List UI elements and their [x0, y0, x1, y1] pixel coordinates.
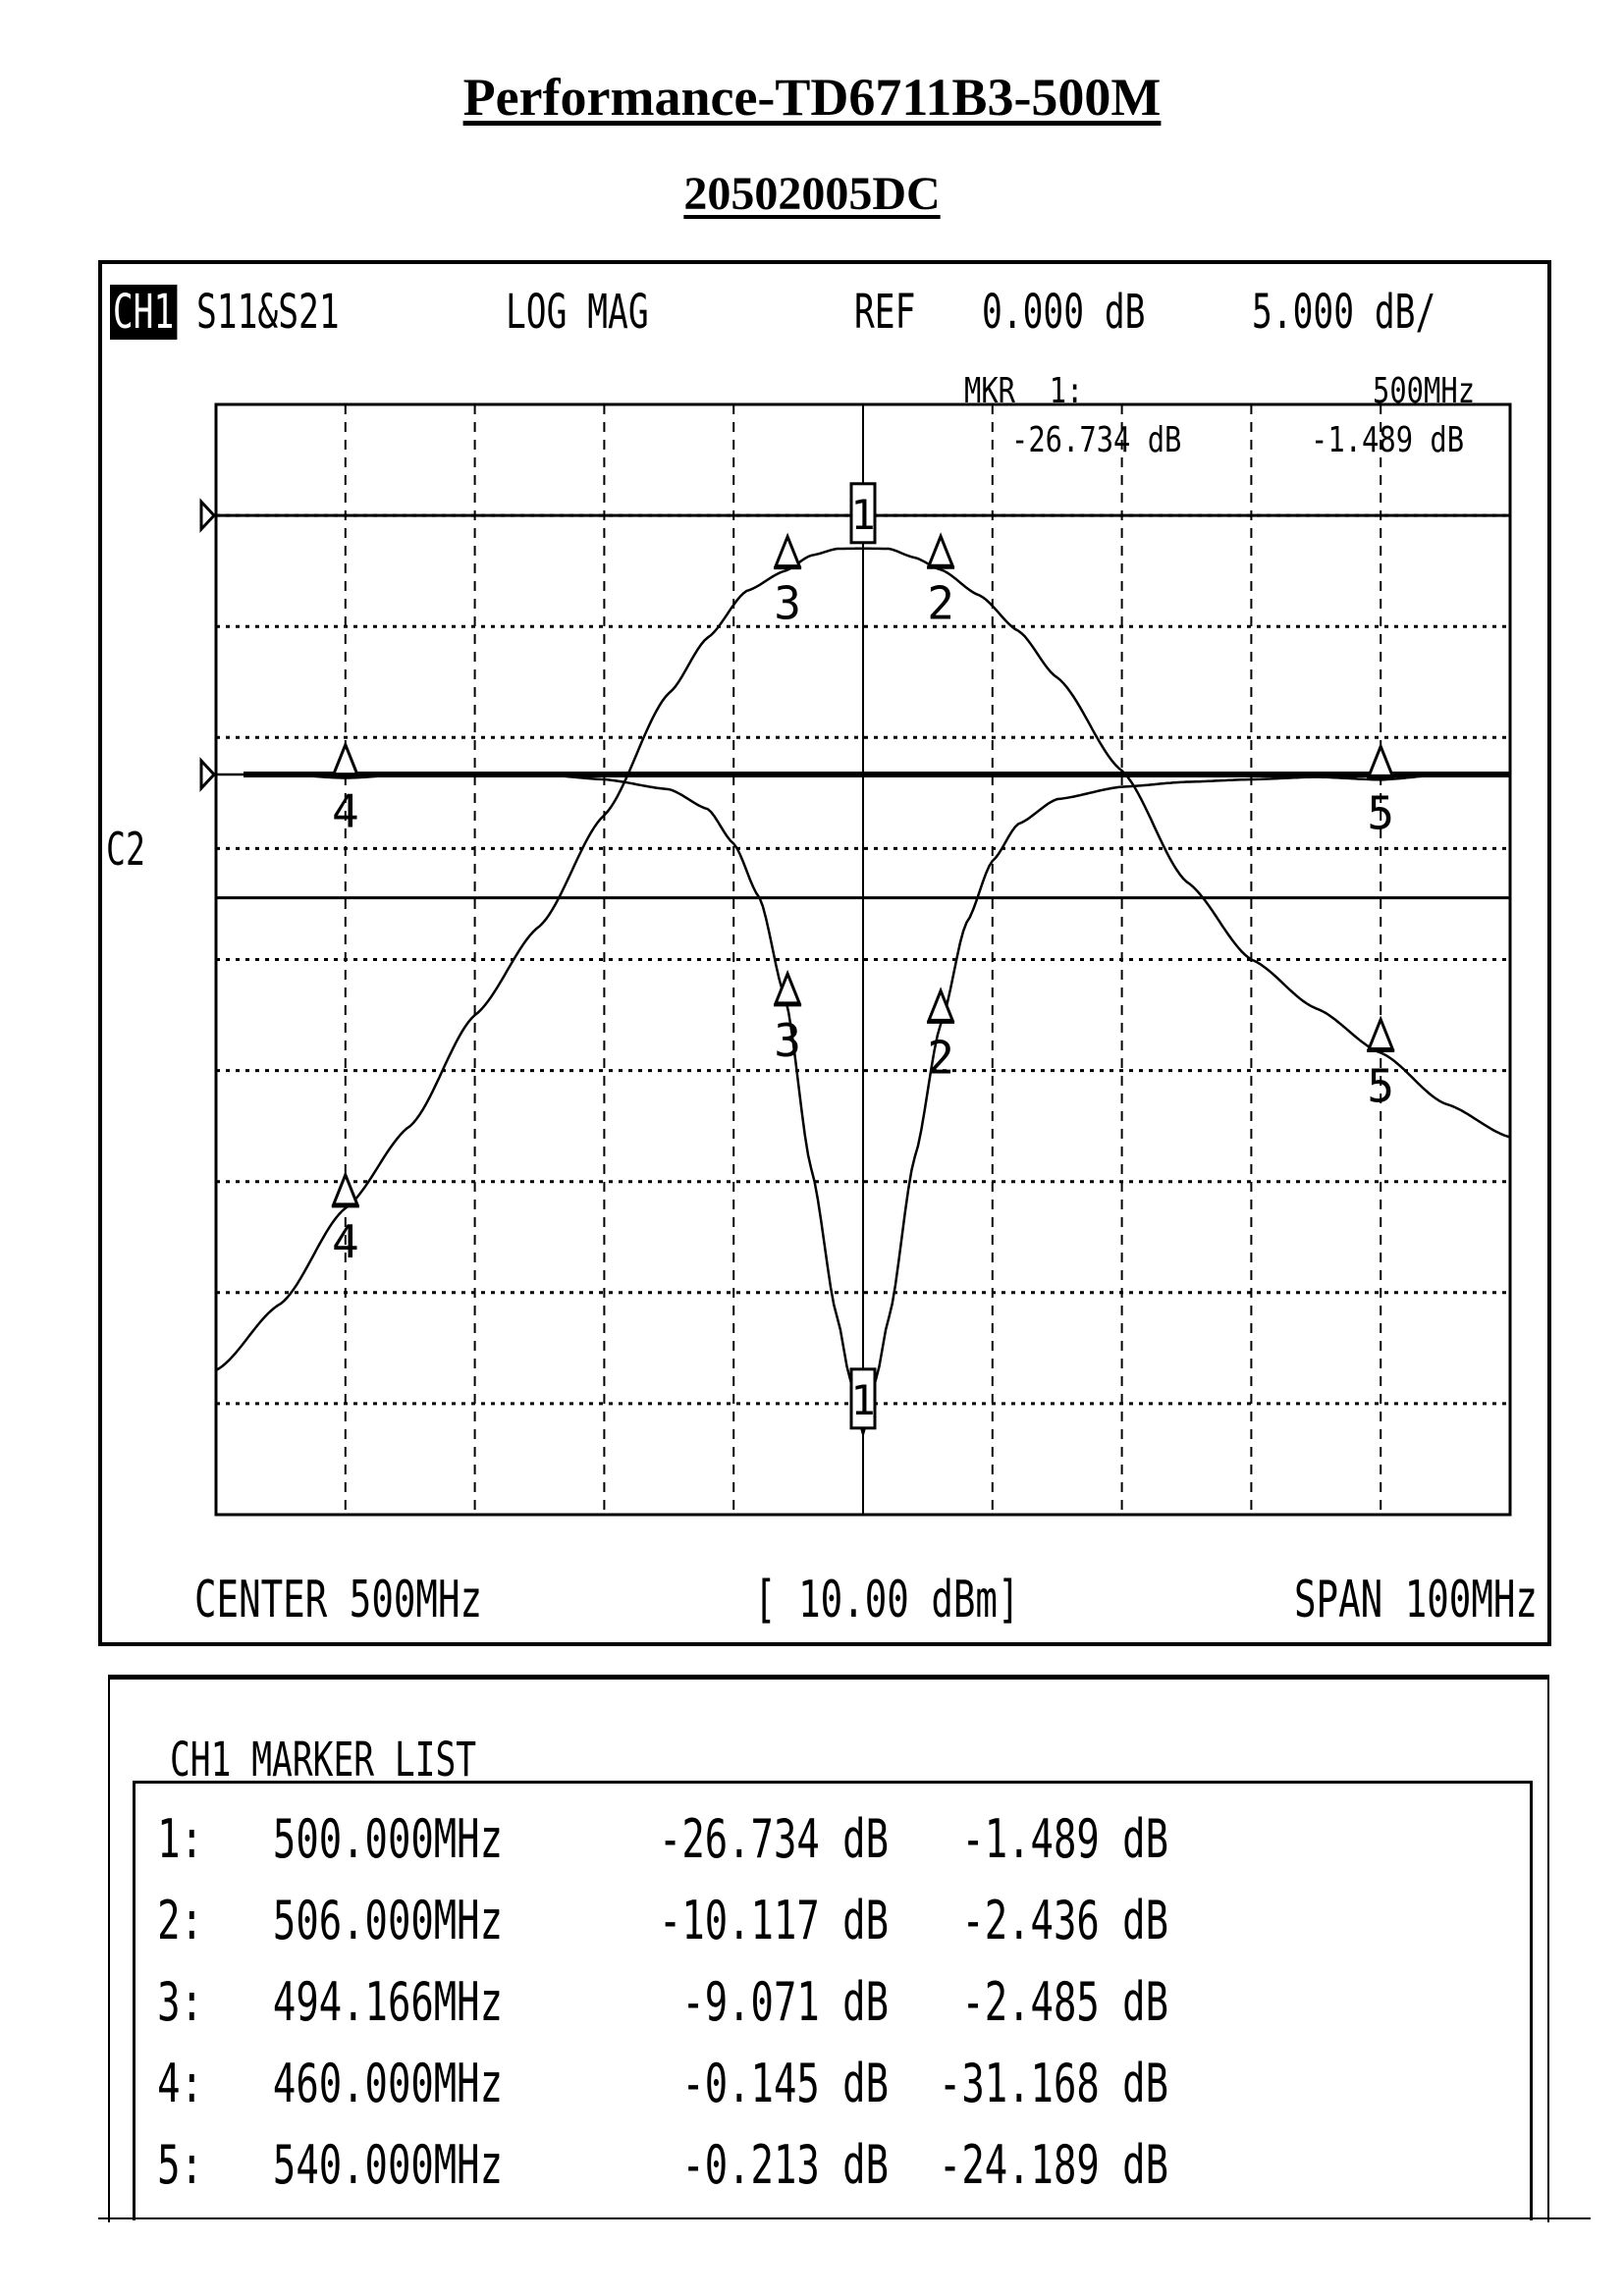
- scale-label: 5.000 dB/: [1252, 285, 1436, 340]
- marker-readout-s21: -1.489 dB: [1311, 420, 1465, 460]
- marker-2-s21-triangle: [929, 536, 952, 565]
- marker-5-s21-triangle: [1369, 1020, 1392, 1049]
- marker-2-s21-label: 2: [927, 576, 954, 630]
- marker-row-idx: 3:: [157, 1971, 203, 2033]
- marker-row-s21: -31.168 dB: [938, 2053, 1168, 2114]
- marker-4-s11-label: 4: [331, 784, 359, 838]
- marker-row-s21: -1.489 dB: [961, 1808, 1168, 1870]
- page-title: Performance-TD6711B3-500M: [462, 68, 1162, 127]
- marker-3-s21-label: 3: [774, 576, 801, 630]
- marker-list-title: CH1 MARKER LIST: [170, 1733, 477, 1788]
- marker-row-freq: 460.000MHz: [272, 2053, 503, 2114]
- marker-row-idx: 2:: [157, 1890, 203, 1951]
- marker-readout-label: MKR 1:: [964, 371, 1084, 411]
- s11-ref-arrow: [201, 761, 214, 788]
- marker-row-freq: 500.000MHz: [272, 1808, 503, 1870]
- marker-1-s21-label: 1: [850, 490, 876, 539]
- ref-label: REF: [854, 285, 916, 340]
- center-label: CENTER 500MHz: [194, 1571, 483, 1629]
- span-label: SPAN 100MHz: [1294, 1571, 1538, 1629]
- params-label: S11&S21: [196, 285, 340, 340]
- marker-row-s11: -0.213 dB: [681, 2134, 889, 2196]
- format-label: LOG MAG: [506, 285, 649, 340]
- marker-row-s11: -10.117 dB: [658, 1890, 889, 1951]
- marker-row-s11: -26.734 dB: [658, 1808, 889, 1870]
- c2-label: C2: [106, 823, 145, 876]
- marker-readout-freq: 500MHz: [1373, 371, 1476, 411]
- marker-1-s11-label: 1: [850, 1375, 876, 1424]
- marker-row-s11: -9.071 dB: [681, 1971, 889, 2033]
- page-divider: [98, 2217, 1591, 2219]
- marker-row-idx: 1:: [157, 1808, 203, 1870]
- marker-row-s21: -2.485 dB: [961, 1971, 1168, 2033]
- marker-4-s21-triangle: [334, 1175, 357, 1204]
- marker-row-freq: 494.166MHz: [272, 1971, 503, 2033]
- power-label: [ 10.00 dBm]: [754, 1571, 1020, 1629]
- channel-badge: CH1: [110, 285, 177, 340]
- marker-row-s11: -0.145 dB: [681, 2053, 889, 2114]
- marker-2-s11-label: 2: [927, 1031, 954, 1085]
- ref-value: 0.000 dB: [982, 285, 1146, 340]
- marker-3-s21-triangle: [776, 537, 799, 566]
- marker-row-s21: -2.436 dB: [961, 1890, 1168, 1951]
- marker-5-s11-label: 5: [1367, 786, 1395, 840]
- marker-row-idx: 5:: [157, 2134, 203, 2196]
- marker-5-s11-triangle: [1369, 746, 1392, 775]
- marker-row-idx: 4:: [157, 2053, 203, 2114]
- marker-readout-s11: -26.734 dB: [1011, 420, 1182, 460]
- marker-row-freq: 540.000MHz: [272, 2134, 503, 2196]
- marker-5-s21-label: 5: [1367, 1059, 1395, 1113]
- marker-3-s11-label: 3: [774, 1013, 801, 1067]
- marker-row-s21: -24.189 dB: [938, 2134, 1168, 2196]
- marker-4-s11-triangle: [334, 745, 357, 774]
- marker-4-s21-label: 4: [331, 1214, 359, 1268]
- page-subtitle: 20502005DC: [683, 168, 941, 220]
- s21-ref-arrow: [201, 502, 214, 529]
- marker-row-freq: 506.000MHz: [272, 1890, 503, 1951]
